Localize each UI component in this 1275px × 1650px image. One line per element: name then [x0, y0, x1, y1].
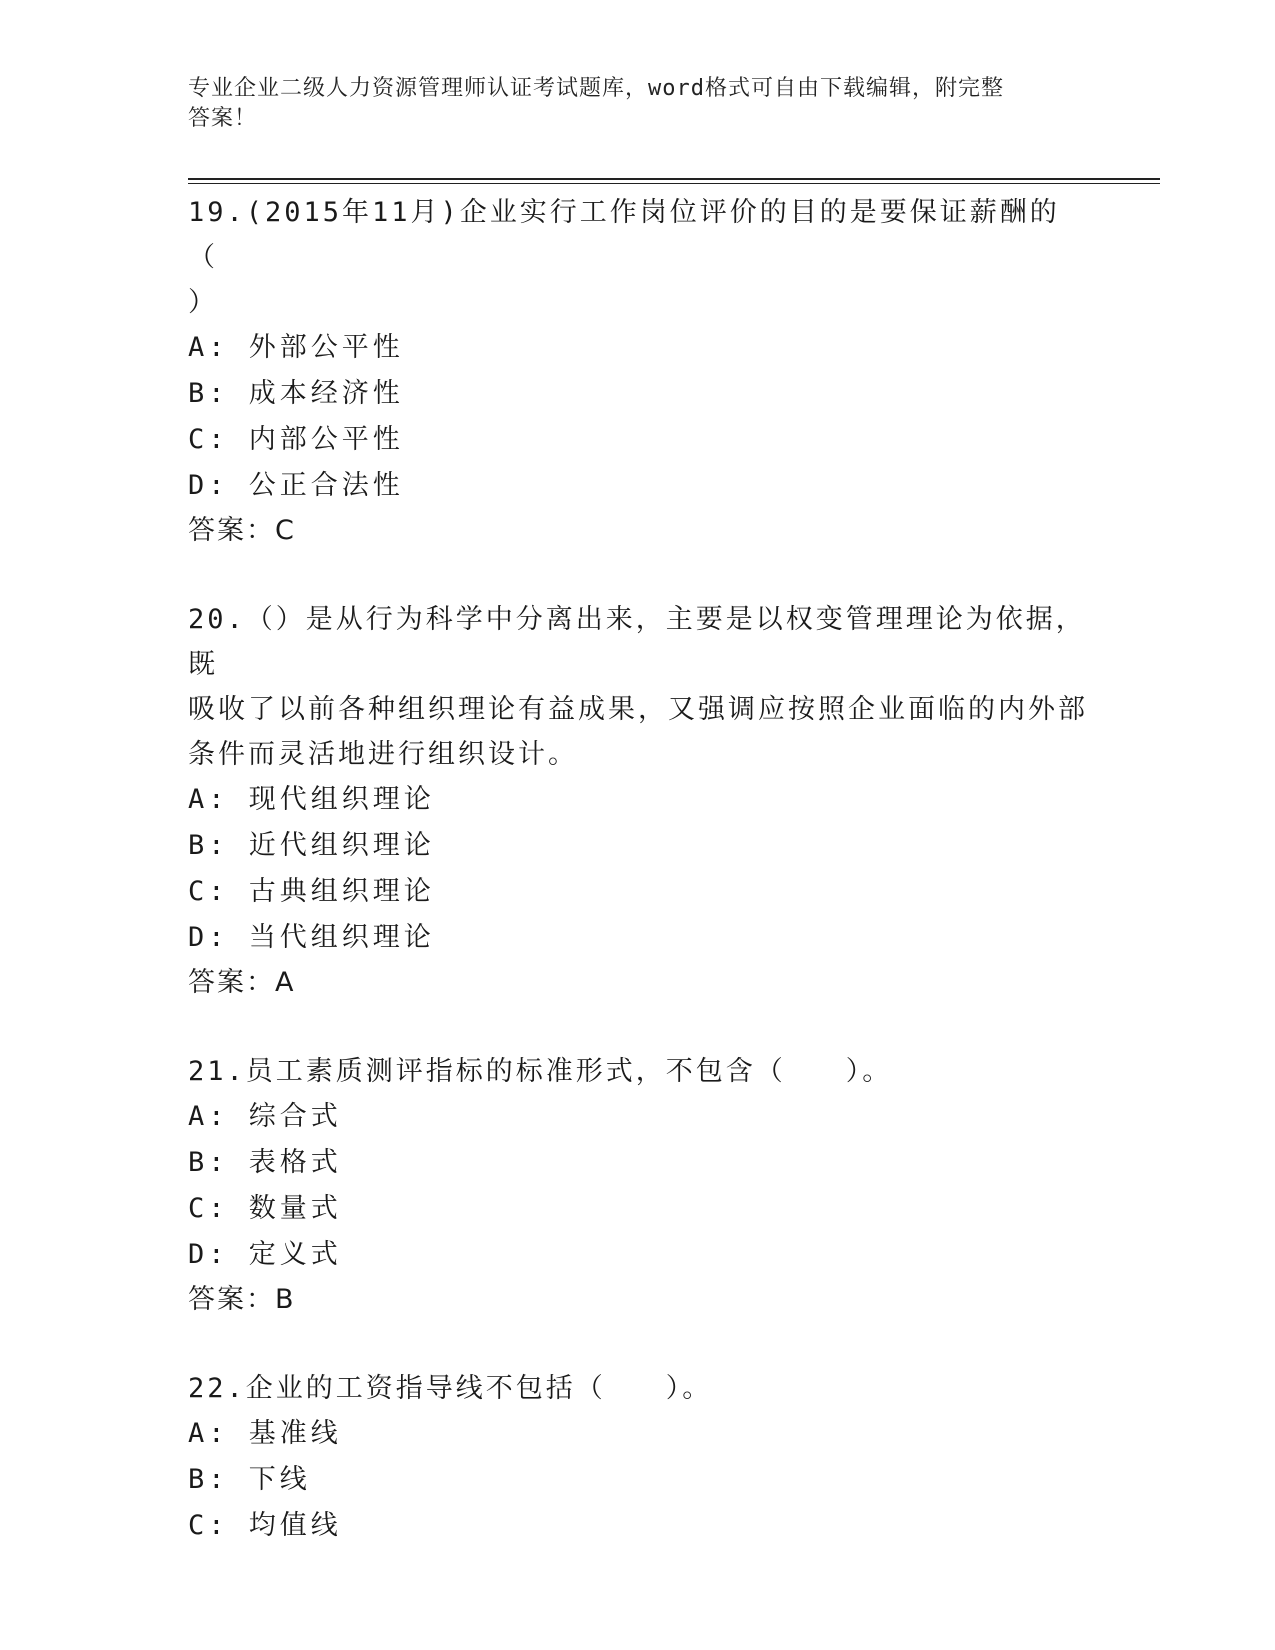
question-stem-line: ）	[188, 287, 218, 318]
option-c: C: 古典组织理论	[188, 876, 435, 907]
question-22	[188, 1366, 1088, 1549]
option-c: C: 均值线	[188, 1510, 342, 1541]
option-b: B: 下线	[188, 1464, 311, 1495]
option-d: D: 定义式	[188, 1239, 342, 1270]
option-d: D: 公正合法性	[188, 470, 404, 501]
option-a: A: 现代组织理论	[188, 784, 435, 815]
header-note	[188, 74, 1088, 134]
question-spacer	[188, 1005, 1088, 1049]
question-stem-line: 22.企业的工资指导线不包括（ ）。	[188, 1373, 713, 1404]
option-b: B: 成本经济性	[188, 378, 404, 409]
question-spacer	[188, 1322, 1088, 1366]
header-divider-thin	[188, 183, 1160, 184]
question-19	[188, 190, 1088, 553]
option-a: A: 综合式	[188, 1101, 342, 1132]
question-20	[188, 597, 1088, 1005]
option-c: C: 数量式	[188, 1193, 342, 1224]
option-b: B: 近代组织理论	[188, 830, 435, 861]
option-a: A: 外部公平性	[188, 332, 404, 363]
header-note-line-2: 答案！	[188, 106, 258, 131]
question-list	[188, 190, 1088, 1549]
question-stem-line: 20.（）是从行为科学中分离出来，主要是以权变管理理论为依据，既	[188, 604, 1086, 680]
option-a: A: 基准线	[188, 1418, 342, 1449]
option-c: C: 内部公平性	[188, 424, 404, 455]
question-stem-line: 条件而灵活地进行组织设计。	[188, 739, 578, 770]
header-note-line-1: 专业企业二级人力资源管理师认证考试题库，word格式可自由下载编辑，附完整	[188, 76, 1004, 101]
option-d: D: 当代组织理论	[188, 922, 435, 953]
answer-text: 答案：A	[188, 967, 296, 998]
answer-text: 答案：C	[188, 515, 296, 546]
answer-text: 答案：B	[188, 1284, 296, 1315]
question-stem-line: 吸收了以前各种组织理论有益成果，又强调应按照企业面临的内外部	[188, 694, 1088, 725]
question-stem-line: 19.(2015年11月)企业实行工作岗位评价的目的是要保证薪酬的 （	[188, 197, 1060, 273]
option-b: B: 表格式	[188, 1147, 342, 1178]
header-divider-thick	[188, 178, 1160, 180]
question-spacer	[188, 553, 1088, 597]
question-stem-line: 21.员工素质测评指标的标准形式，不包含（ ）。	[188, 1056, 893, 1087]
question-21	[188, 1049, 1088, 1322]
